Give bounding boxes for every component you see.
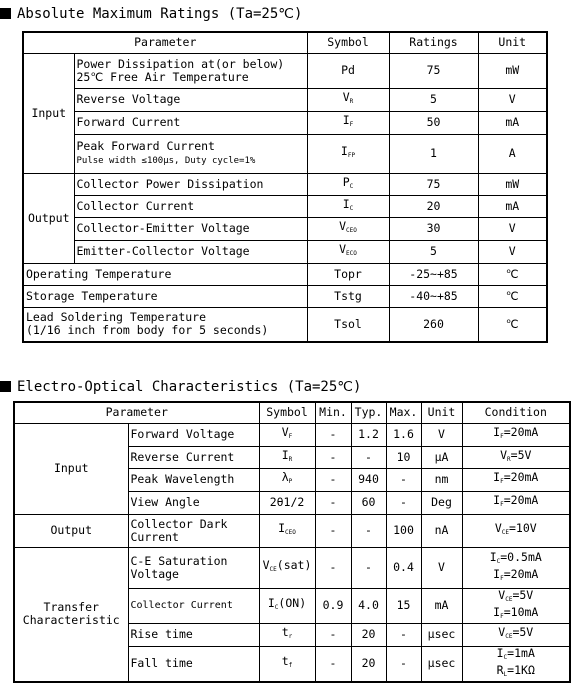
unit-cell: mA bbox=[478, 111, 547, 134]
table-row bbox=[23, 111, 547, 134]
unit-cell: mA bbox=[478, 195, 547, 217]
unit-cell: A bbox=[478, 134, 547, 173]
unit-cell: mW bbox=[478, 53, 547, 88]
unit-cell: nA bbox=[421, 514, 462, 547]
amr-group-input: Input bbox=[23, 53, 74, 173]
max-cell: - bbox=[386, 623, 421, 646]
unit-cell: nm bbox=[421, 468, 462, 491]
symbol-cell: $V_R$ bbox=[307, 88, 389, 111]
param-cell: Fall time bbox=[128, 646, 259, 682]
rating-cell: 30 bbox=[389, 217, 478, 240]
min-cell: - bbox=[315, 491, 351, 514]
symbol-cell: $I_F$ bbox=[307, 111, 389, 134]
eoc-heading bbox=[0, 379, 361, 395]
symbol-cell: $V_{CE}(sat)$ bbox=[259, 547, 315, 588]
unit-cell: ℃ bbox=[478, 263, 547, 285]
unit-cell: μsec bbox=[421, 646, 462, 682]
rating-cell: 75 bbox=[389, 173, 478, 195]
condition-cell: $I_F=20mA$ bbox=[462, 491, 570, 514]
min-cell: - bbox=[315, 514, 351, 547]
eoc-header-unit: Unit bbox=[421, 402, 462, 423]
eoc-header-condition: Condition bbox=[462, 402, 570, 423]
eoc-header-max: Max. bbox=[386, 402, 421, 423]
unit-cell: V bbox=[478, 240, 547, 263]
param-cell: Peak Wavelength bbox=[128, 468, 259, 491]
param-cell: Rise time bbox=[128, 623, 259, 646]
param-cell: Forward Current bbox=[74, 111, 307, 134]
table-row bbox=[14, 423, 570, 446]
rating-cell: 5 bbox=[389, 240, 478, 263]
param-cell: Collector Power Dissipation bbox=[74, 173, 307, 195]
max-cell: 0.4 bbox=[386, 547, 421, 588]
bullet-square-icon bbox=[0, 8, 11, 19]
rating-cell: 1 bbox=[389, 134, 478, 173]
eoc-table bbox=[13, 401, 571, 683]
min-cell: 0.9 bbox=[315, 588, 351, 623]
param-cell: Reverse Voltage bbox=[74, 88, 307, 111]
max-cell: 100 bbox=[386, 514, 421, 547]
typ-cell: 4.0 bbox=[351, 588, 386, 623]
symbol-cell: $I_R$ bbox=[259, 446, 315, 468]
table-row bbox=[23, 285, 547, 307]
amr-header-ratings: Ratings bbox=[389, 32, 478, 53]
symbol-cell: Pd bbox=[307, 53, 389, 88]
param-cell: Power Dissipation at(or below) 25℃ Free Air Temperature bbox=[74, 53, 307, 88]
max-cell: - bbox=[386, 646, 421, 682]
param-cell: Collector Dark Current bbox=[128, 514, 259, 547]
condition-cell: $V_{CE}=5V$ $I_F=10mA$ bbox=[462, 588, 570, 623]
unit-cell: μA bbox=[421, 446, 462, 468]
rating-cell: -25~+85 bbox=[389, 263, 478, 285]
eoc-header-min: Min. bbox=[315, 402, 351, 423]
symbol-cell: $t_r$ bbox=[259, 623, 315, 646]
symbol-cell: $I_C$ bbox=[307, 195, 389, 217]
param-cell: Collector-Emitter Voltage bbox=[74, 217, 307, 240]
param-cell: Emitter-Collector Voltage bbox=[74, 240, 307, 263]
unit-cell: ℃ bbox=[478, 307, 547, 342]
condition-cell: $V_{CE}=10V$ bbox=[462, 514, 570, 547]
max-cell: 10 bbox=[386, 446, 421, 468]
table-row bbox=[23, 173, 547, 195]
condition-cell: $I_C=0.5mA$ $I_F=20mA$ bbox=[462, 547, 570, 588]
amr-heading bbox=[0, 6, 302, 22]
typ-cell: 1.2 bbox=[351, 423, 386, 446]
typ-cell: - bbox=[351, 514, 386, 547]
symbol-cell: 2θ1/2 bbox=[259, 491, 315, 514]
eoc-header-symbol: Symbol bbox=[259, 402, 315, 423]
param-cell: Peak Forward Current Pulse width ≤100μs, Duty cycle=1% bbox=[74, 134, 307, 173]
amr-header-unit: Unit bbox=[478, 32, 547, 53]
unit-cell: mW bbox=[478, 173, 547, 195]
symbol-cell: $t_f$ bbox=[259, 646, 315, 682]
symbol-cell: $I_{CEO}$ bbox=[259, 514, 315, 547]
unit-cell: ℃ bbox=[478, 285, 547, 307]
amr-table bbox=[22, 31, 548, 343]
typ-cell: 940 bbox=[351, 468, 386, 491]
symbol-cell: Tstg bbox=[307, 285, 389, 307]
eoc-header-parameter: Parameter bbox=[14, 402, 259, 423]
min-cell: - bbox=[315, 423, 351, 446]
typ-cell: - bbox=[351, 547, 386, 588]
amr-title: Absolute Maximum Ratings (Ta=25℃) bbox=[17, 6, 303, 22]
param-cell: Forward Voltage bbox=[128, 423, 259, 446]
table-row bbox=[23, 134, 547, 173]
unit-cell: V bbox=[421, 547, 462, 588]
symbol-cell: $I_{FP}$ bbox=[307, 134, 389, 173]
param-cell: Reverse Current bbox=[128, 446, 259, 468]
symbol-cell: $V_F$ bbox=[259, 423, 315, 446]
max-cell: 1.6 bbox=[386, 423, 421, 446]
eoc-group-transfer: Transfer Characteristic bbox=[14, 547, 128, 682]
eoc-header-row bbox=[14, 402, 570, 423]
typ-cell: 60 bbox=[351, 491, 386, 514]
param-cell: Lead Soldering Temperature (1/16 inch from body for 5 seconds) bbox=[23, 307, 307, 342]
eoc-title: Electro-Optical Characteristics (Ta=25℃) bbox=[17, 379, 362, 395]
rating-cell: 50 bbox=[389, 111, 478, 134]
condition-cell: $I_C=1mA$ $R_L=1K\Omega$ bbox=[462, 646, 570, 682]
eoc-header-typ: Typ. bbox=[351, 402, 386, 423]
min-cell: - bbox=[315, 646, 351, 682]
unit-cell: mA bbox=[421, 588, 462, 623]
unit-cell: V bbox=[421, 423, 462, 446]
condition-cell: $I_F=20mA$ bbox=[462, 468, 570, 491]
condition-cell: $V_R=5V$ bbox=[462, 446, 570, 468]
param-cell: View Angle bbox=[128, 491, 259, 514]
param-cell: Operating Temperature bbox=[23, 263, 307, 285]
min-cell: - bbox=[315, 547, 351, 588]
symbol-cell: Topr bbox=[307, 263, 389, 285]
symbol-cell: $P_C$ bbox=[307, 173, 389, 195]
unit-cell: V bbox=[478, 217, 547, 240]
typ-cell: - bbox=[351, 446, 386, 468]
min-cell: - bbox=[315, 446, 351, 468]
unit-cell: μsec bbox=[421, 623, 462, 646]
max-cell: 15 bbox=[386, 588, 421, 623]
param-cell: Collector Current bbox=[74, 195, 307, 217]
condition-cell: $V_{CE}=5V$ bbox=[462, 623, 570, 646]
table-row bbox=[23, 53, 547, 88]
param-cell: Collector Current bbox=[128, 588, 259, 623]
symbol-cell: $I_C(ON)$ bbox=[259, 588, 315, 623]
table-row bbox=[23, 88, 547, 111]
symbol-cell: $V_{ECO}$ bbox=[307, 240, 389, 263]
table-row bbox=[23, 217, 547, 240]
typ-cell: 20 bbox=[351, 646, 386, 682]
bullet-square-icon bbox=[0, 381, 11, 392]
rating-cell: 20 bbox=[389, 195, 478, 217]
table-row bbox=[14, 514, 570, 547]
min-cell: - bbox=[315, 468, 351, 491]
eoc-group-input: Input bbox=[14, 423, 128, 514]
min-cell: - bbox=[315, 623, 351, 646]
unit-cell: Deg bbox=[421, 491, 462, 514]
amr-group-output: Output bbox=[23, 173, 74, 263]
table-row bbox=[23, 307, 547, 342]
table-row bbox=[23, 195, 547, 217]
param-cell: C-E Saturation Voltage bbox=[128, 547, 259, 588]
amr-header-symbol: Symbol bbox=[307, 32, 389, 53]
rating-cell: -40~+85 bbox=[389, 285, 478, 307]
symbol-cell: $V_{CEO}$ bbox=[307, 217, 389, 240]
table-row bbox=[23, 240, 547, 263]
table-row bbox=[23, 263, 547, 285]
symbol-cell: $\lambda_P$ bbox=[259, 468, 315, 491]
symbol-cell: Tsol bbox=[307, 307, 389, 342]
typ-cell: 20 bbox=[351, 623, 386, 646]
rating-cell: 5 bbox=[389, 88, 478, 111]
max-cell: - bbox=[386, 491, 421, 514]
eoc-group-output: Output bbox=[14, 514, 128, 547]
param-cell: Storage Temperature bbox=[23, 285, 307, 307]
rating-cell: 260 bbox=[389, 307, 478, 342]
table-row bbox=[14, 547, 570, 588]
max-cell: - bbox=[386, 468, 421, 491]
condition-cell: $I_F=20mA$ bbox=[462, 423, 570, 446]
rating-cell: 75 bbox=[389, 53, 478, 88]
unit-cell: V bbox=[478, 88, 547, 111]
amr-header-parameter: Parameter bbox=[23, 32, 307, 53]
amr-header-row bbox=[23, 32, 547, 53]
